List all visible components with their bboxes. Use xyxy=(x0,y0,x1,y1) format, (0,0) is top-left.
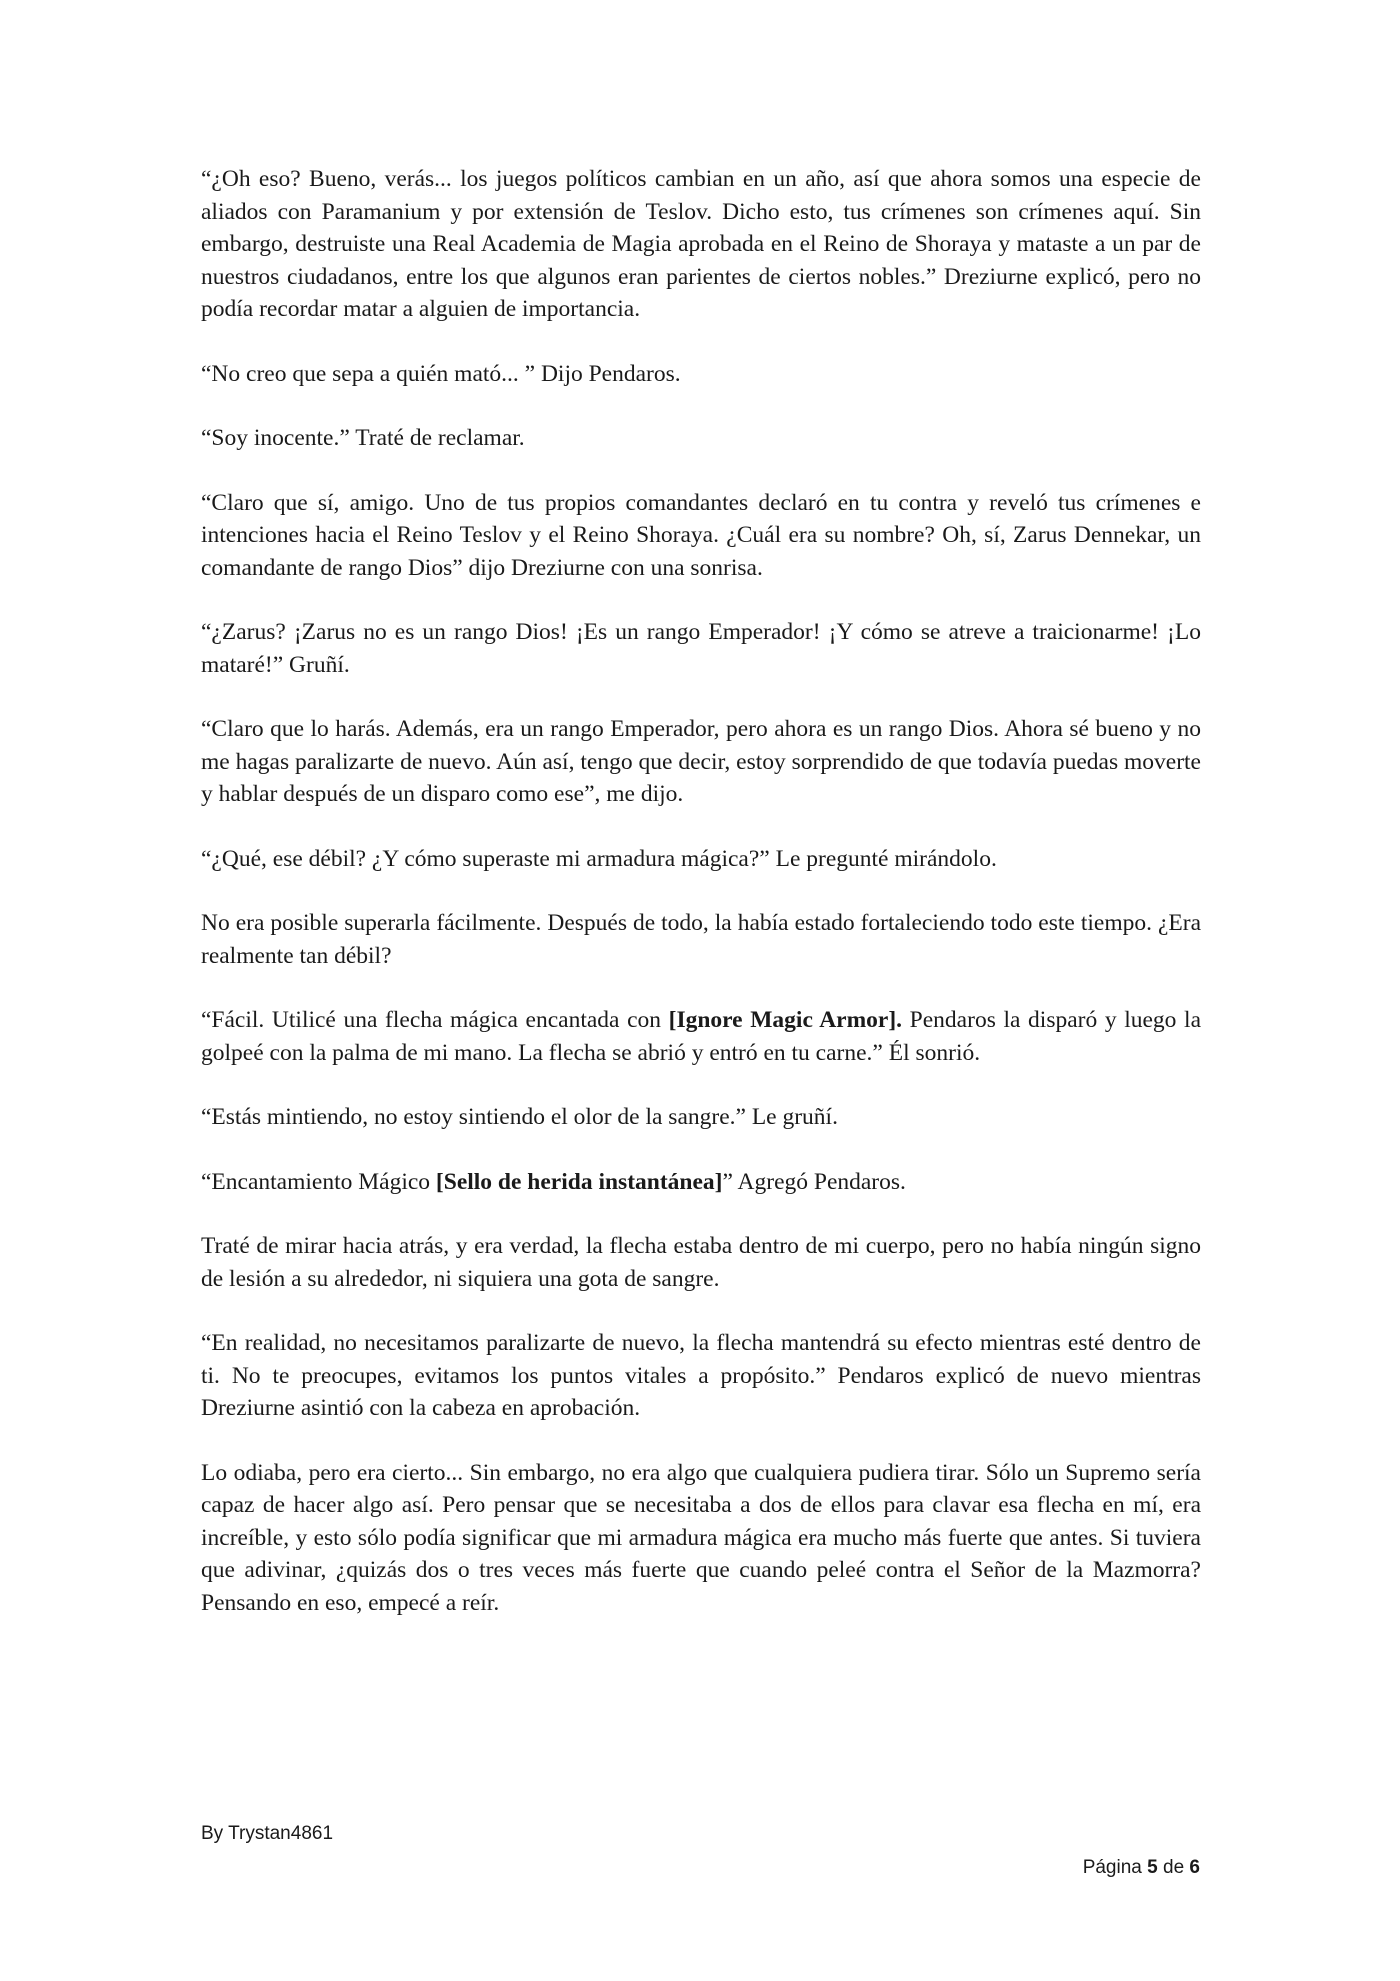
paragraph-text: “¿Qué, ese débil? ¿Y cómo superaste mi armadura mágica?” Le pregunté mirándolo. xyxy=(201,845,997,872)
paragraph-text: “Soy inocente.” Traté de reclamar. xyxy=(201,425,525,451)
paragraph-text: “En realidad, no necesitamos paralizarte de nuevo, la flecha mantendrá su efecto mientras esté dentro de ti. No te preocupes, evitamos los puntos vitales a propósito.” Pendaros explicó de nuevo mientras Dreziurne asintió con la cabeza en aprobación. xyxy=(201,1330,1201,1421)
page-number-current: 5 xyxy=(1147,1857,1158,1878)
paragraph xyxy=(201,1101,1201,1134)
paragraph xyxy=(201,713,1201,811)
bold-text: [Ignore Magic Armor]. xyxy=(668,1007,903,1033)
page-number-prefix: Página xyxy=(1082,1857,1148,1878)
paragraph-text: “Claro que lo harás. Además, era un rango Emperador, pero ahora es un rango Dios. Ahora sé bueno y no me hagas paralizarte de nuevo. Aún así, tengo que decir, estoy sorprendido de que todavía puedas moverte y hablar después de un disparo como ese”, me dijo. xyxy=(201,716,1201,807)
paragraph-text: “Claro que sí, amigo. Uno de tus propios comandantes declaró en tu contra y reveló tus crímenes e intenciones hacia el Reino Teslov y el Reino Shoraya. ¿Cuál era su nombre? Oh, sí, Zarus Dennekar, un comandante de rango Dios” dijo Dreziurne con una sonrisa. xyxy=(201,489,1201,581)
paragraph xyxy=(201,1004,1201,1069)
paragraph-text: “Encantamiento Mágico xyxy=(201,1168,436,1195)
paragraph-text: “Fácil. Utilicé una flecha mágica encantada con xyxy=(201,1007,669,1033)
paragraph-text: “¿Zarus? ¡Zarus no es un rango Dios! ¡Es un rango Emperador! ¡Y cómo se atreve a traicionarme! ¡Lo mataré!” Gruñí. xyxy=(201,619,1201,678)
paragraph xyxy=(201,843,1201,876)
paragraph xyxy=(201,422,1201,455)
page-number-separator: de xyxy=(1157,1857,1190,1878)
paragraph xyxy=(201,616,1201,681)
paragraph xyxy=(201,358,1201,391)
paragraph-text: No era posible superarla fácilmente. Después de todo, la había estado fortaleciendo todo este tiempo. ¿Era realmente tan débil? xyxy=(201,910,1201,969)
paragraph xyxy=(201,1457,1201,1620)
paragraph xyxy=(201,1230,1201,1295)
paragraph xyxy=(201,487,1201,585)
paragraph-text: ” Agregó Pendaros. xyxy=(722,1168,906,1195)
footer-author: By Trystan4861 xyxy=(201,1823,334,1844)
bold-text: [Sello de herida instantánea] xyxy=(435,1168,723,1195)
paragraph-text: Lo odiaba, pero era cierto... Sin embargo, no era algo que cualquiera pudiera tirar. Sólo un Supremo sería capaz de hacer algo así. Pero pensar que se necesitaba a dos de ellos para clavar esa flecha en mí, era increíble, y esto sólo podía significar que mi armadura mágica era mucho más fuerte que antes. Si tuviera que adivinar, ¿quizás dos o tres veces más fuerte que cuando peleé contra el Señor de la Mazmorra? Pensando en eso, empecé a reír. xyxy=(201,1459,1201,1616)
paragraph-text: “¿Oh eso? Bueno, verás... los juegos políticos cambian en un año, así que ahora somos una especie de aliados con Paramanium y por extensión de Teslov. Dicho esto, tus crímenes son crímenes aquí. Sin embargo, destruiste una Real Academia de Magia aprobada en el Reino de Shoraya y mataste a un par de nuestros ciudadanos, entre los que algunos eran parientes de ciertos nobles.” Dreziurne explicó, pero no podía recordar matar a alguien de importancia. xyxy=(201,166,1201,322)
paragraph-text: “No creo que sepa a quién mató... ” Dijo Pendaros. xyxy=(201,360,681,387)
document-body xyxy=(201,163,1201,1651)
page-number-total: 6 xyxy=(1189,1857,1200,1878)
paragraph xyxy=(201,1327,1201,1425)
paragraph-text: Pendaros la disparó y luego la golpeé con la palma de mi mano. La flecha se abrió y entró en tu carne.” Él sonrió. xyxy=(201,1007,1201,1066)
paragraph-text: “Estás mintiendo, no estoy sintiendo el olor de la sangre.” Le gruñí. xyxy=(201,1104,838,1130)
page-number xyxy=(1083,1857,1200,1879)
paragraph-text: Traté de mirar hacia atrás, y era verdad, la flecha estaba dentro de mi cuerpo, pero no había ningún signo de lesión a su alrededor, ni siquiera una gota de sangre. xyxy=(201,1233,1201,1292)
paragraph xyxy=(201,1166,1201,1199)
paragraph xyxy=(201,907,1201,972)
paragraph xyxy=(201,163,1201,326)
